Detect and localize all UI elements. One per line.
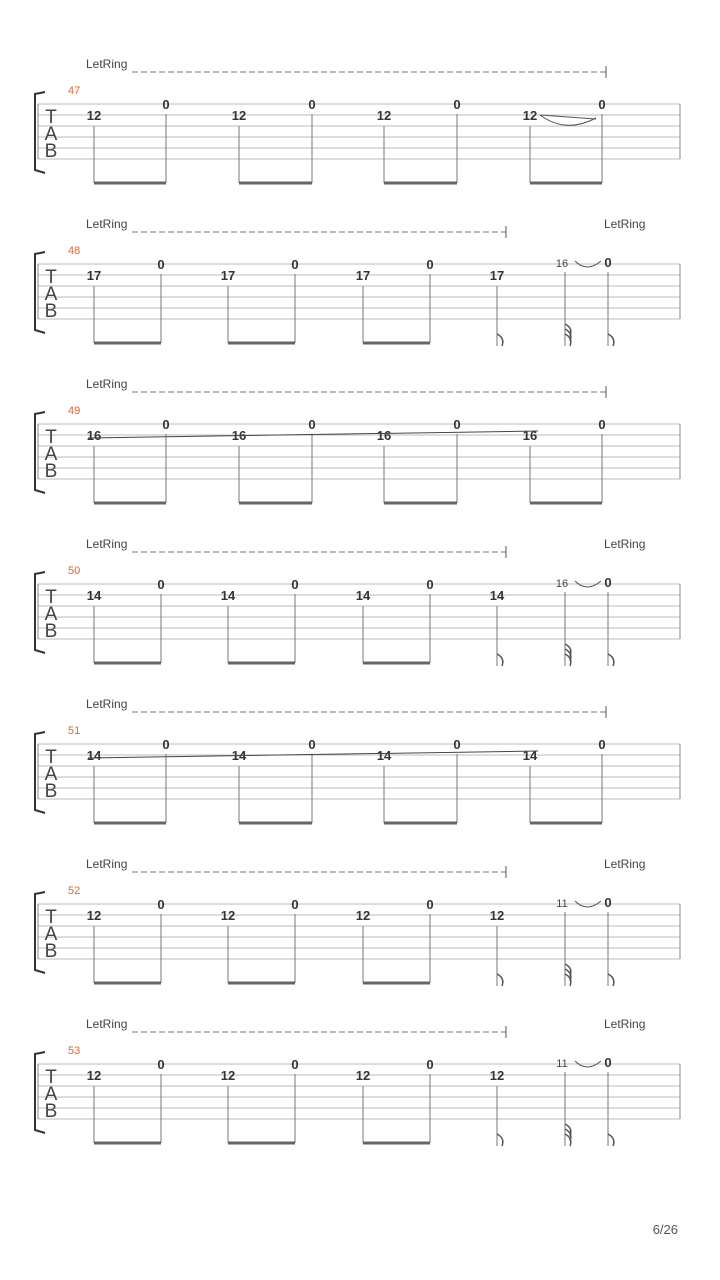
fret-number: 0	[604, 575, 612, 590]
fret-number: 16	[86, 428, 102, 443]
fret-number: 0	[157, 897, 165, 912]
tab-clef-letter: A	[44, 444, 58, 465]
tab-clef-letter: T	[45, 747, 57, 768]
measure-number: 48	[68, 245, 81, 257]
fret-number: 14	[86, 588, 102, 603]
system-51	[35, 697, 680, 823]
fret-number: 0	[453, 97, 461, 112]
fret-number: 12	[86, 1068, 102, 1083]
note-flag	[497, 974, 503, 986]
fret-number: 0	[162, 97, 170, 112]
system-48	[35, 217, 680, 346]
tab-clef-letter: B	[44, 781, 58, 802]
fret-number: 0	[291, 257, 299, 272]
fret-number: 12	[489, 908, 505, 923]
fret-number: 16	[376, 428, 392, 443]
fret-number: 0	[426, 577, 434, 592]
fret-number: 0	[426, 257, 434, 272]
fret-number: 0	[598, 417, 606, 432]
system-50	[35, 537, 680, 666]
tab-clef-letter: T	[45, 1067, 57, 1088]
note-flag	[608, 974, 614, 986]
fret-number: 0	[426, 1057, 434, 1072]
fret-number: 12	[489, 1068, 505, 1083]
tab-clef-letter: A	[44, 1084, 58, 1105]
fret-number: 17	[489, 268, 505, 283]
fret-number: 14	[376, 748, 392, 763]
measure-number: 53	[68, 1045, 81, 1057]
fret-number: 0	[598, 737, 606, 752]
page-number: 6/26	[652, 1222, 678, 1237]
note-flag	[497, 1134, 503, 1146]
note-flag	[608, 1134, 614, 1146]
fret-number: 12	[522, 108, 538, 123]
fret-number: 0	[291, 897, 299, 912]
fret-number: 0	[308, 97, 316, 112]
tab-clef-letter: A	[44, 924, 58, 945]
system-52	[35, 857, 680, 986]
fret-number: 16	[522, 428, 538, 443]
letring-label: LetRing	[86, 217, 128, 231]
fret-number: 0	[604, 1055, 612, 1070]
fret-number: 0	[426, 897, 434, 912]
fret-number: 0	[453, 417, 461, 432]
grace-fret-number: 16	[555, 258, 569, 270]
fret-number: 12	[220, 1068, 236, 1083]
fret-number: 0	[291, 1057, 299, 1072]
fret-number: 0	[308, 417, 316, 432]
fret-number: 12	[355, 1068, 371, 1083]
fret-number: 14	[220, 588, 236, 603]
tab-clef-letter: B	[44, 141, 58, 162]
fret-number: 14	[355, 588, 371, 603]
letring-label: LetRing	[86, 537, 128, 551]
system-49	[35, 377, 680, 503]
note-flag	[608, 654, 614, 666]
note-flag	[497, 334, 503, 346]
tab-clef-letter: B	[44, 301, 58, 322]
letring-label: LetRing	[604, 537, 646, 551]
tab-clef-letter: T	[45, 267, 57, 288]
measure-number: 51	[68, 725, 81, 737]
fret-number: 0	[604, 255, 612, 270]
tab-clef-letter: B	[44, 621, 58, 642]
letring-label: LetRing	[604, 1017, 646, 1031]
grace-fret-number: 16	[555, 578, 569, 590]
letring-label: LetRing	[86, 57, 128, 71]
fret-number: 12	[355, 908, 371, 923]
slide-line	[540, 115, 596, 119]
measure-number: 52	[68, 885, 81, 897]
note-flag	[608, 334, 614, 346]
fret-number: 0	[604, 895, 612, 910]
note-flag	[497, 654, 503, 666]
tab-clef-letter: A	[44, 284, 58, 305]
fret-number: 17	[355, 268, 371, 283]
fret-number: 0	[162, 417, 170, 432]
fret-number: 0	[157, 577, 165, 592]
fret-number: 12	[220, 908, 236, 923]
measure-number: 47	[68, 85, 81, 97]
fret-number: 12	[86, 108, 102, 123]
system-47	[35, 57, 680, 183]
fret-number: 17	[220, 268, 236, 283]
tab-clef-letter: A	[44, 764, 58, 785]
tab-clef-letter: T	[45, 427, 57, 448]
fret-number: 14	[86, 748, 102, 763]
tab-clef-letter: A	[44, 124, 58, 145]
fret-number: 12	[376, 108, 392, 123]
fret-number: 0	[598, 97, 606, 112]
letring-label: LetRing	[604, 217, 646, 231]
fret-number: 12	[86, 908, 102, 923]
measure-number: 50	[68, 565, 81, 577]
fret-number: 0	[157, 1057, 165, 1072]
letring-label: LetRing	[86, 857, 128, 871]
grace-fret-number: 11	[556, 898, 568, 910]
letring-label: LetRing	[86, 377, 128, 391]
fret-number: 0	[291, 577, 299, 592]
tab-clef-letter: T	[45, 587, 57, 608]
grace-fret-number: 11	[556, 1058, 568, 1070]
tab-clef-letter: A	[44, 604, 58, 625]
tab-clef-letter: T	[45, 107, 57, 128]
tab-clef-letter: B	[44, 461, 58, 482]
system-53	[35, 1017, 680, 1146]
fret-number: 14	[489, 588, 505, 603]
tab-clef-letter: B	[44, 1101, 58, 1122]
letring-label: LetRing	[86, 697, 128, 711]
fret-number: 0	[453, 737, 461, 752]
fret-number: 0	[308, 737, 316, 752]
letring-label: LetRing	[86, 1017, 128, 1031]
fret-number: 17	[86, 268, 102, 283]
letring-label: LetRing	[604, 857, 646, 871]
fret-number: 14	[522, 748, 538, 763]
measure-number: 49	[68, 405, 81, 417]
fret-number: 0	[162, 737, 170, 752]
tab-clef-letter: T	[45, 907, 57, 928]
fret-number: 12	[231, 108, 247, 123]
tab-clef-letter: B	[44, 941, 58, 962]
fret-number: 0	[157, 257, 165, 272]
